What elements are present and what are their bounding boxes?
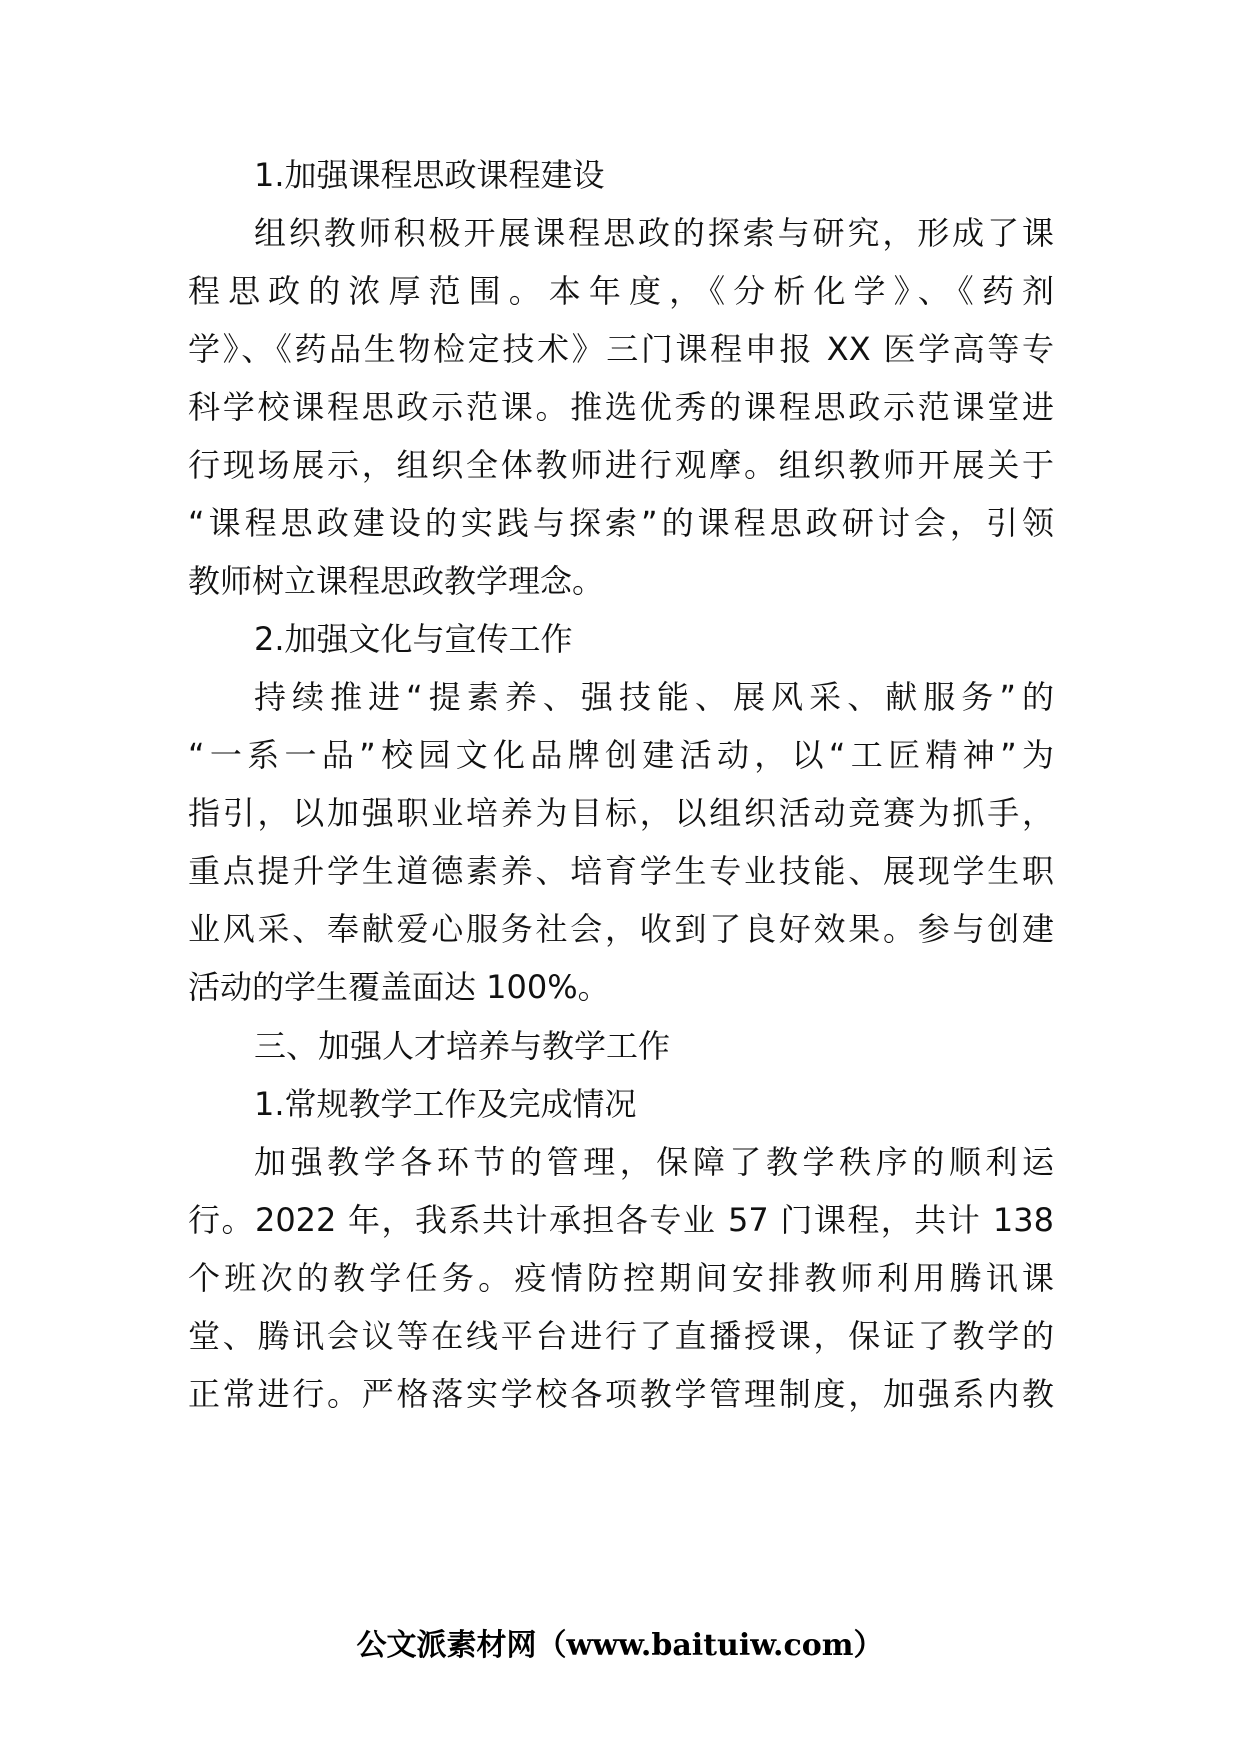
paragraph-line: 行现场展示，组织全体教师进行观摩。组织教师开展关于	[188, 446, 1054, 484]
paragraph-line: 组织教师积极开展课程思政的探索与研究，形成了课	[254, 214, 1054, 252]
document-page	[188, 0, 1054, 1754]
paragraph-line: 业风采、奉献爱心服务社会，收到了良好效果。参与创建	[188, 910, 1054, 948]
subheading-1: 1.加强课程思政课程建设	[254, 156, 605, 194]
paragraph-line: 加强教学各环节的管理，保障了教学秩序的顺利运	[254, 1143, 1054, 1181]
footer-watermark: 公文派素材网（www.baituiw.com）	[356, 1628, 884, 1663]
paragraph-line: 活动的学生覆盖面达 100%。	[188, 968, 610, 1006]
paragraph-line: 行。2022 年，我系共计承担各专业 57 门课程，共计 138	[188, 1201, 1054, 1239]
paragraph-line: 指引，以加强职业培养为目标，以组织活动竞赛为抓手，	[188, 794, 1054, 832]
paragraph-line: “课程思政建设的实践与探索”的课程思政研讨会，引领	[188, 504, 1054, 542]
paragraph-line: 持续推进“提素养、强技能、展风采、献服务”的	[254, 678, 1054, 716]
paragraph-line: 重点提升学生道德素养、培育学生专业技能、展现学生职	[188, 852, 1054, 890]
paragraph-line: 学》、《药品生物检定技术》三门课程申报 XX 医学高等专	[188, 330, 1054, 368]
paragraph-line: 正常进行。严格落实学校各项教学管理制度，加强系内教	[188, 1375, 1054, 1413]
paragraph-line: 堂、腾讯会议等在线平台进行了直播授课，保证了教学的	[188, 1317, 1054, 1355]
paragraph-line: 教师树立课程思政教学理念。	[188, 562, 605, 600]
paragraph-line: 程思政的浓厚范围。本年度，《分析化学》、《药剂	[188, 272, 1054, 310]
paragraph-line: 个班次的教学任务。疫情防控期间安排教师利用腾讯课	[188, 1259, 1054, 1297]
paragraph-line: 科学校课程思政示范课。推选优秀的课程思政示范课堂进	[188, 388, 1054, 426]
subheading-2: 2.加强文化与宣传工作	[254, 620, 573, 658]
subheading-3-1: 1.常规教学工作及完成情况	[254, 1085, 637, 1123]
paragraph-line: “一系一品”校园文化品牌创建活动，以“工匠精神”为	[188, 736, 1054, 774]
section-heading-3: 三、加强人才培养与教学工作	[254, 1027, 671, 1065]
